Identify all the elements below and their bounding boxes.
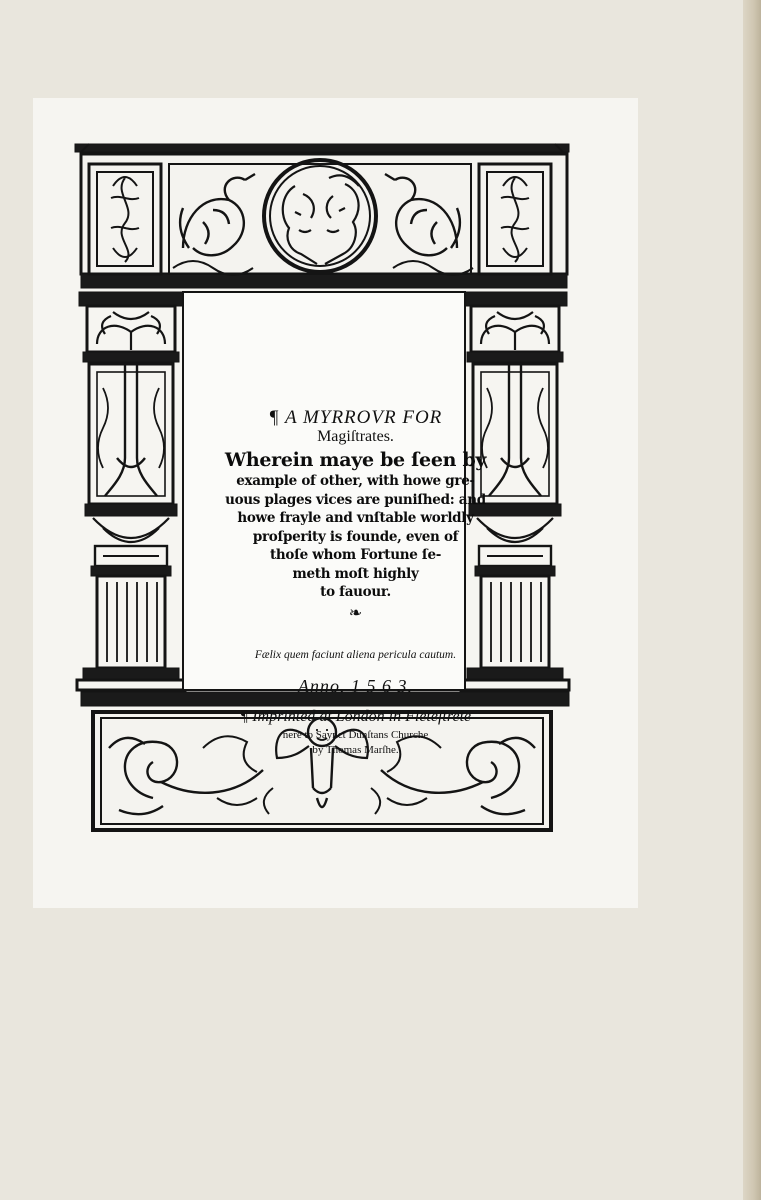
blackletter-line: to fauour. (320, 584, 391, 600)
paper-edge (743, 0, 761, 1200)
fleuron-icon: ❧ (348, 604, 363, 622)
title-line: Magiſtrates. (317, 428, 394, 445)
date-line: Anno. 1 5 6 3. (298, 676, 413, 696)
blackletter-line: thoſe whom Fortune ſe- (269, 547, 442, 563)
blackletter-line: Wherein maye be ſeen by (224, 449, 487, 471)
imprint-line: ¶ Imprinted at London in Fleteſtrete (239, 708, 472, 725)
title-text-block (213, 402, 498, 786)
facsimile-plate (33, 98, 638, 908)
blackletter-line: uous plages vices are puniſhed: and (225, 491, 486, 508)
latin-motto: Fælix quem faciunt aliena pericula cautum. (254, 648, 457, 661)
imprint-line: nere to Saynct Dunſtans Churche (282, 729, 429, 741)
title-line: ¶ A MYRROVR FOR (268, 407, 443, 428)
blackletter-line: meth moſt highly (292, 565, 419, 582)
left-column (77, 292, 185, 690)
top-frieze (75, 144, 569, 288)
imprint-line: by Thomas Marſhe. (312, 744, 399, 756)
blackletter-line: howe frayle and vnſtable worldly (237, 510, 474, 526)
blackletter-line: example of other, with howe gre- (236, 473, 475, 489)
blackletter-line: proſperity is founde, even of (252, 528, 459, 545)
